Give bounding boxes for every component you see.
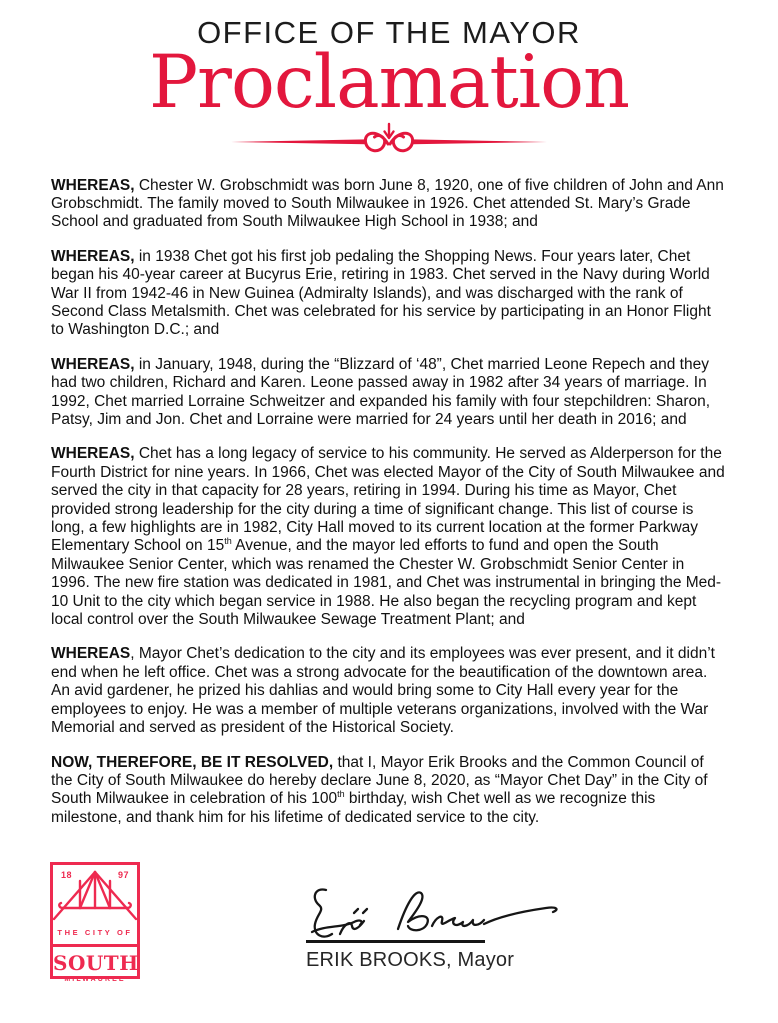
whereas-lead: WHEREAS, (51, 445, 135, 463)
signature-block (306, 880, 586, 972)
logo-bridge-emblem (53, 865, 137, 925)
whereas-paragraph-4 (51, 445, 727, 629)
ordinal-superscript: th (224, 536, 232, 547)
paragraph-text: , Mayor Chet’s dedication to the city and its employees was ever present, and it didn’t end when he left office. Chet was a strong advocate for the beautification of the downtown area. An avid gardener, he prized his dahlias and would bring some to City Hall every year for the employees to enjoy. He was a member of multiple veterans organizations, involved with the War Memorial and served as president of the Historical Society. (51, 645, 715, 737)
paragraph-text: in 1938 Chet got his first job pedaling the Shopping News. Four years later, Chet began his 40-year career at Bucyrus Erie, retiring in 1983. Chet served in the Navy during World War II from 1942-46 in New Guinea (Admiralty Islands), and was discharged with the rank of Second Class Metalsmith. Chet was celebrated for his service by participating in an Honor Flight to Washington D.C.; and (51, 247, 711, 339)
paragraph-text: in January, 1948, during the “Blizzard of ‘48”, Chet married Leone Repech and they had two children, Richard and Karen. Leone passed away in 1982 after 34 years of marriage. In 1992, Chet married Lorraine Schweitzer and expanded his family with four stepchildren: Sharon, Patsy, Jim and Jon. Chet and Lorraine were married for 24 years until her death in 2016; and (51, 355, 711, 429)
resolution-paragraph (51, 754, 727, 828)
signatory-name: ERIK BROOKS, Mayor (306, 949, 515, 971)
paragraph-text: birthday, wish Chet well as we recognize this milestone, and thank him for his lifetime of dedicated service to the city. (51, 790, 656, 826)
ordinal-superscript: th (337, 789, 345, 800)
resolution-lead: NOW, THEREFORE, BE IT RESOLVED, (51, 753, 334, 771)
logo-divider (53, 944, 137, 947)
flourish-divider-icon (0, 121, 778, 163)
signature-line (306, 940, 485, 943)
whereas-paragraph-5 (51, 645, 727, 737)
handwritten-signature-icon (310, 880, 576, 946)
paragraph-text: that I, Mayor Erik Brooks and the Common Council of the City of South Milwaukee do hereby declare June 8, 2020, as “Mayor Chet Day” in the City of South Milwaukee in celebration of his 100 (51, 753, 708, 808)
logo-tagline: THE CITY OF (57, 928, 133, 937)
paragraph-text: Chet has a long legacy of service to his community. He served as Alderperson for the Fourth District for nine years. In 1966, Chet was elected Mayor of the City of South Milwaukee and served the city in that capacity for 28 years, retiring in 1994. During his time as Mayor, Chet provided strong leadership for the city during a time of significant change. This list of course is long, a few highlights are in 1982, City Hall moved to its current location at the former Parkway Elementary School on 15 (51, 445, 725, 555)
office-title: OFFICE OF THE MAYOR (197, 15, 581, 50)
whereas-lead: WHEREAS (51, 645, 131, 663)
whereas-lead: WHEREAS, (51, 355, 135, 373)
logo-city-name: SOUTH (53, 951, 139, 975)
whereas-lead: WHEREAS, (51, 247, 135, 265)
logo-city-name-2: MILWAUKEE (64, 976, 126, 983)
whereas-paragraph-3 (51, 356, 727, 430)
whereas-paragraph-1 (51, 177, 727, 232)
paragraph-text: Avenue, and the mayor led efforts to fund and open the South Milwaukee Senior Center, which was renamed the Chester W. Grobschmidt Senior Center in 1996. The new fire station was dedicated in 1981, and Chet was instrumental in bringing the Med-10 Unit to the city which began service in 1988. He also began the recycling program and kept local control over the South Milwaukee Sewage Treatment Plant; and (51, 537, 722, 629)
whereas-paragraph-2 (51, 248, 727, 340)
proclamation-body (0, 177, 778, 828)
city-of-south-milwaukee-logo (50, 862, 140, 983)
paragraph-text: Chester W. Grobschmidt was born June 8, 1920, one of five children of John and Ann Grobschmidt. The family moved to South Milwaukee in 1926. Chet attended St. Mary’s Grade School and graduated from South Milwaukee High School in 1938; and (51, 176, 724, 231)
logo-year-18: 18 (61, 870, 73, 880)
whereas-lead: WHEREAS, (51, 176, 135, 194)
proclamation-title: Proclamation (148, 39, 630, 125)
logo-year-97: 97 (117, 870, 129, 880)
